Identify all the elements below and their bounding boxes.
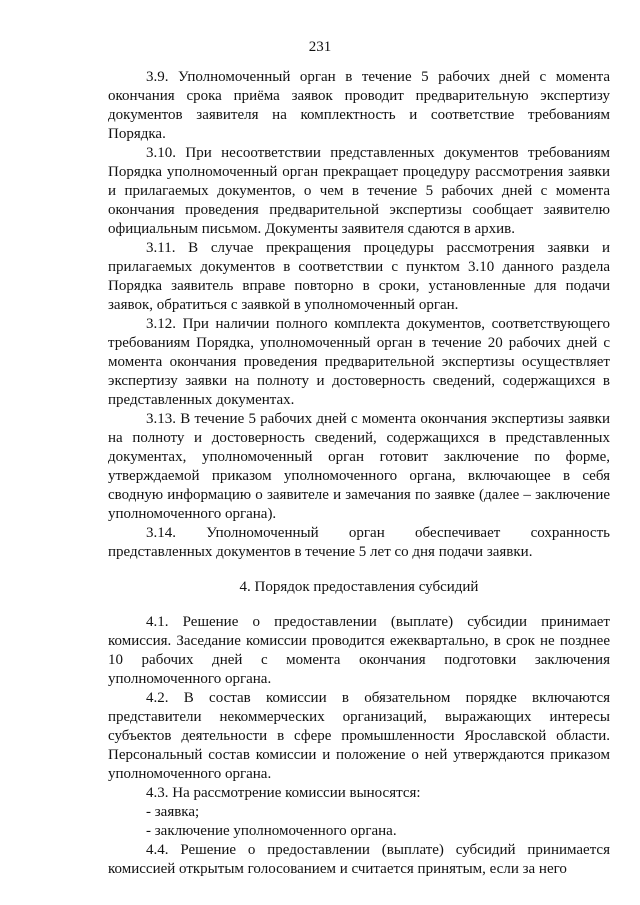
- paragraph-3-12: 3.12. При наличии полного комплекта документов, соответствующего требованиям Порядка, уполномоченный орган в течение 20 рабочих дней с момента окончания проведения предварительной экспертизы осуществляет экспертизу заявки на полноту и достоверность сведений, содержащихся в представленных документах.: [108, 316, 610, 408]
- paragraph-3-9: 3.9. Уполномоченный орган в течение 5 рабочих дней с момента окончания срока приёма заявок проводит предварительную экспертизу документов заявителя на комплектность и соответствие требованиям Порядка.: [108, 69, 610, 142]
- list-item: - заявка;: [146, 804, 200, 820]
- paragraph-4-2: 4.2. В состав комиссии в обязательном порядке включаются представители некоммерческих организаций, выражающих интересы субъектов деятельности в сфере промышленности Ярославской области. Персональный состав комиссии и положение о ней утверждаются приказом уполномоченного органа.: [108, 690, 610, 782]
- paragraph-4-1: 4.1. Решение о предоставлении (выплате) субсидии принимает комиссия. Заседание комиссии проводится ежеквартально, в срок не позднее 10 рабочих дней с момента окончания подготовки заключения уполномоченного органа.: [108, 614, 610, 687]
- paragraph-4-4: 4.4. Решение о предоставлении (выплате) субсидий принимается комиссией открытым голосованием и считается принятым, если за него: [108, 842, 610, 877]
- document-body: [108, 68, 610, 879]
- paragraph-3-13: 3.13. В течение 5 рабочих дней с момента окончания экспертизы заявки на полноту и достоверность сведений, содержащихся в представленных документах, уполномоченный орган готовит заключение по форме, утверждаемой приказом уполномоченного органа, включающее в себя сводную информацию о заявителе и замечания по заявке (далее – заключение уполномоченного органа).: [108, 411, 610, 522]
- paragraph-3-11: 3.11. В случае прекращения процедуры рассмотрения заявки и прилагаемых документов в соответствии с пунктом 3.10 данного раздела Порядка заявитель вправе повторно в сроки, установленные для подачи заявок, обратиться с заявкой в уполномоченный орган.: [108, 240, 610, 313]
- page-number: 231: [308, 39, 332, 55]
- paragraph-4-3: 4.3. На рассмотрение комиссии выносятся:: [146, 785, 421, 801]
- section-heading: 4. Порядок предоставления субсидий: [239, 579, 479, 595]
- list-item: - заключение уполномоченного органа.: [146, 823, 397, 839]
- paragraph-3-10: 3.10. При несоответствии представленных документов требованиям Порядка уполномоченный орган прекращает процедуру рассмотрения заявки и прилагаемых документов, о чем в течение 5 рабочих дней с момента окончания проведения предварительной экспертизы сообщает заявителю официальным письмом. Документы заявителя сдаются в архив.: [108, 145, 610, 237]
- paragraph-3-14: 3.14. Уполномоченный орган обеспечивает сохранность представленных документов в течение 5 лет со дня подачи заявки.: [108, 525, 610, 560]
